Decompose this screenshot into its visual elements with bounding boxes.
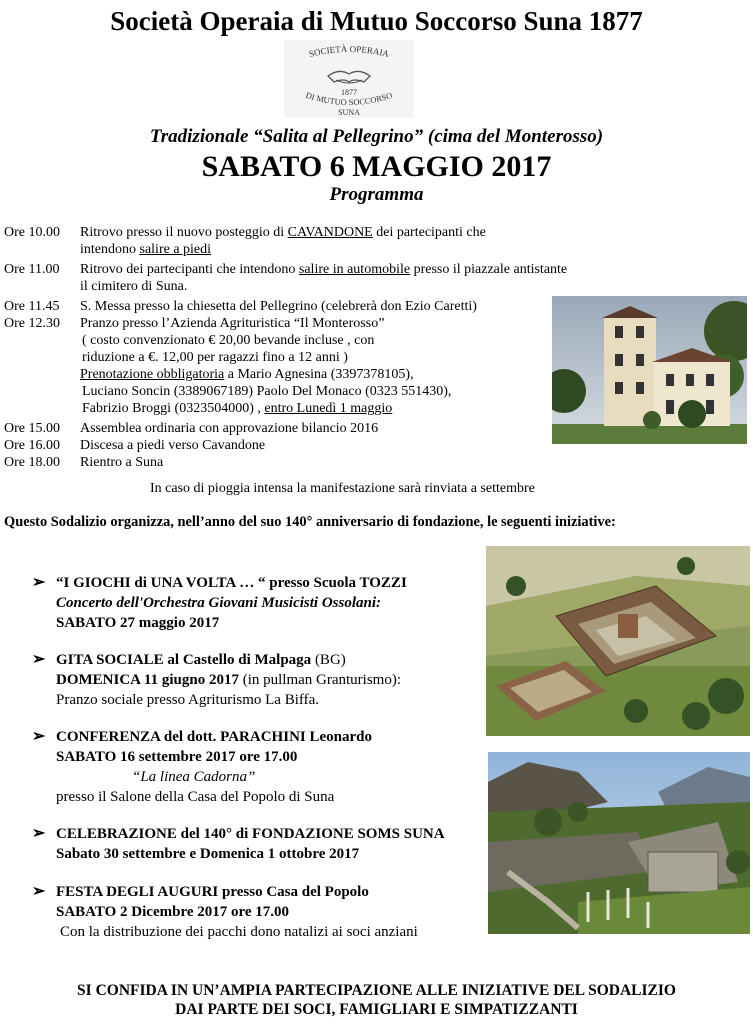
- event-item-giochi: [32, 573, 407, 631]
- schedule-text: [80, 225, 486, 240]
- event-item-conferenza: [32, 727, 372, 805]
- association-logo: [284, 40, 414, 118]
- schedule-text-part: Rientro a Suna: [80, 455, 164, 470]
- schedule-row: [4, 383, 451, 400]
- logo-place: SUNA: [338, 108, 360, 117]
- event-line: GITA SOCIALE al Castello di Malpaga: [56, 652, 312, 668]
- event-line: CELEBRAZIONE del 140° di FONDAZIONE SOMS SUNA: [56, 826, 445, 842]
- schedule-text-underlined: entro Lunedì 1 maggio: [264, 401, 393, 416]
- schedule-text: [82, 333, 374, 348]
- schedule-row: [4, 332, 374, 349]
- schedule-text-part: Luciano Soncin (3389067189) Paolo Del Monaco (0323 551430),: [82, 384, 452, 399]
- schedule-text-part: Assemblea ordinaria con approvazione bilancio 2016: [80, 421, 379, 436]
- event-line: SABATO 27 maggio 2017: [56, 615, 220, 631]
- event-line: presso il Salone della Casa del Popolo di Suna: [56, 789, 335, 805]
- schedule-text: [80, 438, 265, 453]
- schedule-text-part: Ritrovo dei partecipanti che intendono: [80, 262, 299, 277]
- bullet-arrow-icon: ➢: [32, 728, 46, 745]
- bullet-arrow-icon: ➢: [32, 651, 46, 668]
- event-line: (BG): [311, 652, 346, 668]
- event-line: “I GIOCHI di UNA VOLTA … “ presso Scuola TOZZI: [56, 575, 407, 591]
- event-line: Concerto dell'Orchestra Giovani Musicisti Ossolani:: [56, 595, 382, 611]
- programme-heading: Programma: [329, 184, 424, 205]
- event-line: CONFERENZA del dott. PARACHINI Leonardo: [56, 729, 372, 745]
- schedule-text: [80, 455, 163, 470]
- schedule-text-part: il cimitero di Suna.: [80, 279, 188, 294]
- schedule-row: [4, 315, 384, 332]
- logo-text-top: SOCIETÀ OPERAIA: [307, 43, 391, 60]
- bullet-arrow-icon: ➢: [32, 825, 46, 842]
- schedule-text: [80, 316, 384, 331]
- schedule-text-part: riduzione a €. 12,00 per ragazzi fino a 12 anni ): [82, 350, 348, 365]
- event-line: Sabato 30 settembre e Domenica 1 ottobre 2017: [56, 846, 360, 862]
- schedule-text-underlined: Prenotazione obbligatoria: [80, 367, 225, 382]
- schedule-time: Ore 12.30: [4, 316, 60, 331]
- schedule-time: Ore 18.00: [4, 455, 60, 470]
- linea-cadorna-photo: [488, 752, 750, 934]
- schedule-row: [4, 261, 567, 278]
- schedule-text: [80, 299, 477, 314]
- schedule-text-underlined: salire in automobile: [298, 262, 411, 277]
- schedule-text-part: S. Messa presso la chiesetta del Pellegrino (celebrerà don Ezio Caretti): [80, 299, 477, 314]
- event-line: “La linea Cadorna”: [132, 769, 256, 785]
- schedule-text: [82, 401, 392, 416]
- event-line: SABATO 2 Dicembre 2017 ore 17.00: [56, 904, 290, 920]
- schedule-row: [4, 349, 348, 366]
- page-title: Società Operaia di Mutuo Soccorso Suna 1877: [110, 6, 643, 36]
- schedule-text: [80, 242, 211, 257]
- event-line: DOMENICA 11 giugno 2017: [56, 672, 239, 688]
- event-item-gita: [32, 650, 402, 708]
- schedule-row: [4, 278, 187, 295]
- schedule-text-underlined: CAVANDONE: [287, 225, 373, 240]
- schedule-time: Ore 11.00: [4, 262, 60, 277]
- closing-line-2: DAI PARTE DEI SOCI, FAMIGLIARI E SIMPATIZZANTI: [175, 1001, 578, 1018]
- initiatives-intro: Questo Sodalizio organizza, nell’anno del suo 140° anniversario di fondazione, le seguenti iniziative:: [4, 514, 616, 530]
- schedule-text-part: presso il piazzale antistante: [410, 262, 568, 277]
- schedule-row: [4, 400, 392, 417]
- event-line: (in pullman Granturismo):: [238, 672, 402, 688]
- farmhouse-photo: [552, 296, 747, 444]
- schedule-time: Ore 16.00: [4, 438, 60, 453]
- schedule-row: [4, 366, 414, 383]
- schedule-row: [4, 454, 163, 471]
- schedule-text: [82, 350, 348, 365]
- schedule-row: [4, 437, 265, 454]
- schedule-text-part: ( costo convenzionato € 20,00 bevande incluse , con: [82, 333, 375, 348]
- event-subtitle: Tradizionale “Salita al Pellegrino” (cima del Monterosso): [149, 126, 604, 147]
- event-line: SABATO 16 settembre 2017 ore 17.00: [56, 749, 298, 765]
- schedule-text-underlined: salire a piedi: [139, 242, 212, 257]
- event-line: FESTA DEGLI AUGURI presso Casa del Popolo: [56, 884, 369, 900]
- event-item-celebrazione: [32, 824, 445, 862]
- bullet-arrow-icon: ➢: [32, 574, 46, 591]
- castle-aerial-photo: [486, 546, 750, 736]
- schedule-row: [4, 224, 486, 241]
- schedule-row: [4, 420, 378, 437]
- schedule-text-part: Fabrizio Broggi (0323504000) ,: [82, 401, 265, 416]
- schedule-text: [80, 421, 378, 436]
- closing-line-1: SI CONFIDA IN UN’AMPIA PARTECIPAZIONE ALLE INIZIATIVE DEL SODALIZIO: [77, 982, 676, 999]
- event-line: Con la distribuzione dei pacchi dono natalizi ai soci anziani: [60, 924, 418, 940]
- schedule-text: [80, 279, 187, 294]
- schedule-text: [80, 262, 567, 277]
- rain-note: In caso di pioggia intensa la manifestazione sarà rinviata a settembre: [150, 481, 535, 496]
- bullet-arrow-icon: ➢: [32, 883, 46, 900]
- schedule-text-part: dei partecipanti che: [372, 225, 486, 240]
- schedule-text: [82, 384, 451, 399]
- logo-text-bottom: DI MUTUO SOCCORSO: [304, 89, 394, 108]
- event-date: SABATO 6 MAGGIO 2017: [201, 150, 552, 183]
- event-line: Pranzo sociale presso Agriturismo La Biffa.: [56, 692, 319, 708]
- schedule-text-part: Ritrovo presso il nuovo posteggio di: [80, 225, 288, 240]
- schedule-row: [4, 241, 211, 258]
- schedule-text-part: intendono: [80, 242, 140, 257]
- schedule-time: Ore 10.00: [4, 225, 60, 240]
- schedule-row: [4, 298, 477, 315]
- schedule-text-part: Discesa a piedi verso Cavandone: [80, 438, 266, 453]
- schedule-text: [80, 367, 414, 382]
- schedule-time: Ore 11.45: [4, 299, 60, 314]
- schedule-text-part: Pranzo presso l’Azienda Agrituristica “Il Monterosso”: [80, 316, 385, 331]
- event-item-festa: [32, 882, 418, 940]
- logo-year: 1877: [341, 88, 357, 97]
- schedule-time: Ore 15.00: [4, 421, 60, 436]
- schedule-text-part: a Mario Agnesina (3397378105),: [224, 367, 414, 382]
